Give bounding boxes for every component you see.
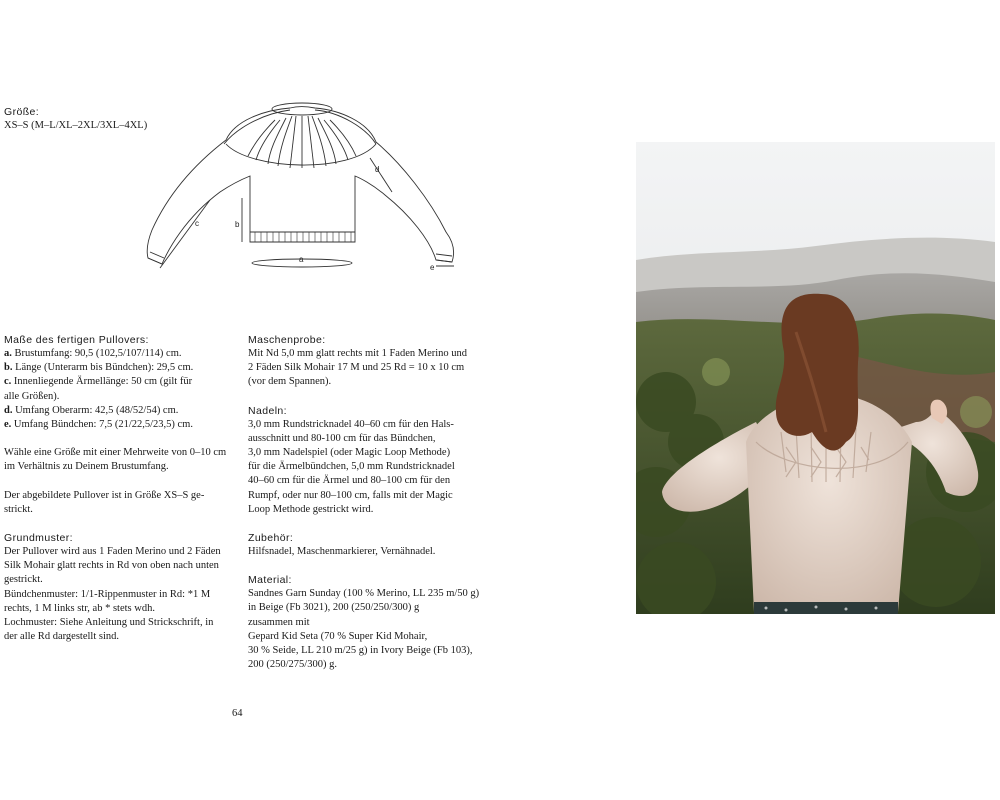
diagram-label-a: a [299,255,304,264]
diagram-label-b: b [235,220,240,229]
sweater-schematic [140,100,470,280]
maschenprobe-text: Mit Nd 5,0 mm glatt rechts mit 1 Faden Merino und 2 Fäden Silk Mohair 17 M und 25 Rd = 10 x 10 cm (vor dem Spannen). [248,348,468,388]
size-values: XS–S (M–L/XL–2XL/3XL–4XL) [4,120,148,131]
diagram-label-c: c [195,219,199,228]
diagram-label-e: e [430,263,435,272]
grundmuster-heading: Grundmuster: [4,532,73,545]
pictured-size-note: Der abgebildete Pullover ist in Größe XS–S ge- strickt. [4,489,205,515]
list-item: b. Länge (Unterarm bis Bündchen): 29,5 cm. [4,362,194,374]
diagram-label-d: d [375,165,380,174]
list-item: c. Innenliegende Ärmellänge: 50 cm (gilt für [4,376,193,388]
masse-heading: Maße des fertigen Pullovers: [4,334,149,346]
masse-list [4,347,236,432]
list-item: d. Umfang Oberarm: 42,5 (48/52/54) cm. [4,404,179,416]
grundmuster-text: Der Pullover wird aus 1 Faden Merino und 2 Fäden Silk Mohair glatt rechts in Rd von oben nach unten gestrickt. Bündchenmuster: 1/1-Rippenmuster in Rd: *1 M rechts, 1 M links str, ab * stets wdh. Lochmuster: Siehe Anleitung und Strickschrift, in der alle Rd dargestellt sind. [4,546,221,643]
page-number: 64 [232,708,243,719]
list-item: alle Größen). [4,390,60,402]
size-heading: Größe: [4,106,40,118]
list-item: e. Umfang Bündchen: 7,5 (21/22,5/23,5) cm. [4,419,193,431]
size-choice-note: Wähle eine Größe mit einer Mehrweite von 0–10 cm im Verhältnis zu Deinem Brustumfang. [4,447,227,473]
model-photo [636,142,995,614]
left-column [4,333,236,644]
material-text: Sandnes Garn Sunday (100 % Merino, LL 235 m/50 g) in Beige (Fb 3021), 200 (250/250/300) g zusammen mit Gepard Kid Seta (70 % Super Kid Mohair, 30 % Seide, LL 210 m/25 g) in Ivory Beige (Fb 103), 200 (250/275/300) g. [248,588,480,671]
middle-column [248,333,488,672]
nadeln-text: 3,0 mm Rundstricknadel 40–60 cm für den Hals- ausschnitt und 80-100 cm für das Bündchen, 3,0 mm Nadelspiel (oder Magic Loop Methode) für die Ärmelbündchen, 5,0 mm Rundstricknadel 40–60 cm für die Ärmel und 80–100 cm für den Rumpf, oder nur 80–100 cm, falls mit der Magic Loop Methode gestrickt wird. [248,418,455,515]
nadeln-heading: Nadeln: [248,404,287,417]
list-item: a. Brustumfang: 90,5 (102,5/107/114) cm. [4,348,182,359]
maschenprobe-heading: Maschenprobe: [248,334,326,346]
zubehoer-text: Hilfsnadel, Maschenmarkierer, Vernähnadel. [248,546,436,558]
zubehoer-heading: Zubehör: [248,532,294,545]
material-heading: Material: [248,574,292,587]
